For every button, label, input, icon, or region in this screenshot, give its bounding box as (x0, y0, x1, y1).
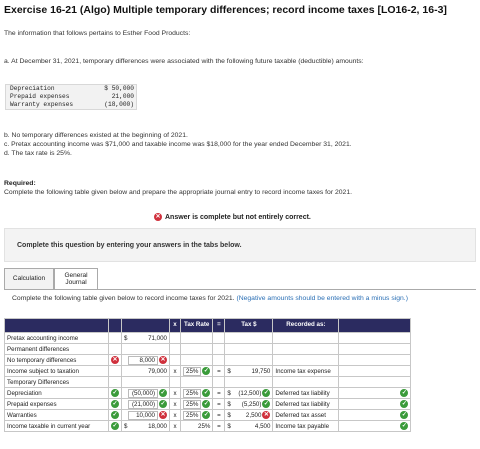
amount-row: Warranty expenses (18,000) (10, 101, 134, 108)
table-header-row (5, 319, 411, 333)
part-c-text: c. Pretax accounting income was $71,000 and taxable income was $18,000 for the year ended December 31, 2021. (4, 141, 352, 148)
correct-icon: ✓ (203, 390, 209, 396)
correct-icon: ✓ (112, 412, 118, 418)
part-b-text: b. No temporary differences existed at the beginning of 2021. (4, 132, 188, 139)
required-label: Required: (4, 180, 36, 187)
header-tax-rate: Tax Rate (181, 319, 213, 333)
correct-icon: ✓ (160, 401, 166, 407)
amounts-box (5, 84, 137, 110)
rate-input[interactable]: 25% (183, 389, 201, 398)
correct-icon: ✓ (203, 368, 209, 374)
amount-row: Prepaid expenses 21,000 (10, 93, 134, 100)
status-banner (154, 213, 311, 221)
table-row: No temporary differences ✕ 8,000 ✕ (5, 355, 411, 366)
correct-icon: ✓ (160, 390, 166, 396)
required-text: Complete the following table given below and prepare the appropriate journal entry to record income taxes for 2021. (4, 189, 352, 196)
incorrect-icon: ✕ (160, 357, 166, 363)
table-row: Income subject to taxation 79,000 x 25% ✓ = $ 19,750 Income tax expense (5, 366, 411, 377)
table-row: Warranties ✓ 10,000 ✕ x 25% ✓ = $ 2,500 ✕ Deferred tax asset ✓ (5, 410, 411, 421)
correct-icon: ✓ (203, 412, 209, 418)
panel-label: Complete this question by entering your answers in the tabs below. (17, 242, 242, 249)
amount-input[interactable]: 10,000 (128, 411, 158, 420)
table-row: Depreciation ✓ (50,000) ✓ x 25% ✓ = $ (12,500) ✓ Deferred tax liability ✓ (5, 388, 411, 399)
part-d-text: d. The tax rate is 25%. (4, 150, 72, 157)
question-panel (4, 228, 476, 262)
amount-input[interactable]: 8,000 (128, 356, 158, 365)
table-row: Prepaid expenses ✓ (21,000) ✓ x 25% ✓ = $ (5,250) ✓ Deferred tax liability ✓ (5, 399, 411, 410)
header-multiply: x (170, 319, 181, 333)
income-tax-table (4, 318, 411, 432)
correct-icon: ✓ (112, 390, 118, 396)
table-row: Permanent differences (5, 344, 411, 355)
header-recorded-as: Recorded as: (273, 319, 339, 333)
correct-icon: ✓ (203, 401, 209, 407)
correct-icon: ✓ (112, 401, 118, 407)
incorrect-icon: ✕ (263, 412, 269, 418)
correct-icon: ✓ (401, 412, 407, 418)
table-row: Pretax accounting income $ 71,000 (5, 333, 411, 344)
amount-input[interactable]: (21,000) (128, 400, 158, 409)
table-row: Temporary Differences (5, 377, 411, 388)
instruction-main: Complete the following table given below to record income taxes for 2021. (12, 295, 235, 302)
rate-input[interactable]: 25% (183, 411, 201, 420)
rate-input[interactable]: 25% (183, 400, 201, 409)
instruction-note: (Negative amounts should be entered with a minus sign.) (236, 295, 408, 302)
status-banner-text: Answer is complete but not entirely correct. (165, 213, 311, 221)
part-a-text: a. At December 31, 2021, temporary differences were associated with the following future taxable (deductible) amounts: (4, 58, 364, 65)
correct-icon: ✓ (263, 390, 269, 396)
correct-icon: ✓ (401, 423, 407, 429)
error-icon: ✕ (155, 214, 161, 220)
intro-text: The information that follows pertains to Esther Food Products: (4, 30, 191, 37)
table-row: Income taxable in current year ✓ $ 18,000 x 25% = $ 4,500 Income tax payable ✓ (5, 421, 411, 432)
correct-icon: ✓ (263, 401, 269, 407)
correct-icon: ✓ (112, 423, 118, 429)
tab-calculation[interactable]: Calculation (4, 268, 54, 290)
header-tax-amount: Tax $ (225, 319, 273, 333)
incorrect-icon: ✕ (160, 412, 166, 418)
exercise-title: Exercise 16-21 (Algo) Multiple temporary differences; record income taxes [LO16-2, 16-3] (4, 4, 447, 16)
incorrect-icon: ✕ (112, 357, 118, 363)
tab-bar (4, 268, 98, 290)
correct-icon: ✓ (401, 390, 407, 396)
correct-icon: ✓ (401, 401, 407, 407)
rate-input[interactable]: 25% (183, 367, 201, 376)
amount-row: Depreciation $ 50,000 (10, 85, 134, 92)
tab-general-journal[interactable]: General Journal (54, 268, 98, 290)
header-equals: = (213, 319, 225, 333)
amount-input[interactable]: (50,000) (128, 389, 158, 398)
table-instruction (12, 295, 472, 304)
